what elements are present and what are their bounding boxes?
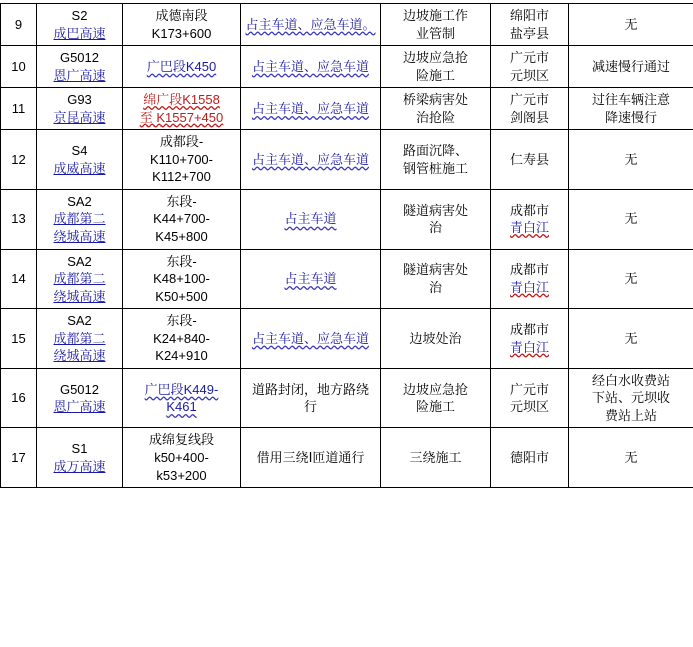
table-row xyxy=(1,130,693,190)
row-road xyxy=(37,309,123,369)
row-type: 桥梁病害处 治抢险 xyxy=(381,88,491,130)
road-name-line1: 成都第二 xyxy=(53,271,106,287)
table-row xyxy=(1,189,693,249)
plan-text: 占主车道、应急车道 xyxy=(251,151,369,167)
row-note: 无 xyxy=(569,428,693,488)
row-road xyxy=(37,428,123,488)
row-road xyxy=(37,46,123,88)
row-road xyxy=(37,130,123,190)
row-section: 东段- K44+700- K45+800 xyxy=(123,189,241,249)
row-type: 隧道病害处 治 xyxy=(381,249,491,309)
road-name-line2: 绕城高速 xyxy=(53,348,106,364)
road-code: S1 xyxy=(71,441,88,457)
plan-text: 占主车道、应急车道 xyxy=(251,100,369,116)
row-area: 成都市 青白江 xyxy=(491,249,569,309)
row-plan xyxy=(241,309,381,369)
row-index: 16 xyxy=(1,368,37,428)
table-row xyxy=(1,428,693,488)
table-row xyxy=(1,309,693,369)
road-code: SA2 xyxy=(67,253,92,269)
plan-text: 占主车道 xyxy=(284,211,337,227)
table-row xyxy=(1,4,693,46)
row-area: 成都市 青白江 xyxy=(491,309,569,369)
row-section: 成德南段 K173+600 xyxy=(123,4,241,46)
row-area: 绵阳市 盐亭县 xyxy=(491,4,569,46)
table-row xyxy=(1,88,693,130)
row-index: 17 xyxy=(1,428,37,488)
plan-text: 占主车道、应急车道 xyxy=(251,58,369,74)
road-code: G5012 xyxy=(59,381,100,397)
road-code: G5012 xyxy=(59,50,100,66)
row-road xyxy=(37,189,123,249)
row-plan xyxy=(241,249,381,309)
road-name: 成威高速 xyxy=(53,160,106,176)
row-area: 广元市 元坝区 xyxy=(491,368,569,428)
row-type: 隧道病害处 治 xyxy=(381,189,491,249)
row-index: 11 xyxy=(1,88,37,130)
row-type: 路面沉降、 钢管桩施工 xyxy=(381,130,491,190)
road-code: SA2 xyxy=(67,193,92,209)
row-type: 边坡处治 xyxy=(381,309,491,369)
row-section: 东段- K48+100- K50+500 xyxy=(123,249,241,309)
row-road xyxy=(37,88,123,130)
road-code: S4 xyxy=(71,143,88,159)
plan-text: 占主车道 xyxy=(284,271,337,287)
area-highlight: 青白江 xyxy=(509,339,549,355)
row-index: 10 xyxy=(1,46,37,88)
road-name: 成巴高速 xyxy=(53,25,106,41)
row-type: 三绕施工 xyxy=(381,428,491,488)
plan-text: 占主车道、应急车道 xyxy=(251,330,369,346)
plan-text: 借用三绕Ⅰ匝道通行 xyxy=(256,450,365,466)
row-index: 12 xyxy=(1,130,37,190)
row-plan xyxy=(241,46,381,88)
road-code: G93 xyxy=(67,92,92,108)
row-plan xyxy=(241,428,381,488)
row-area: 广元市 元坝区 xyxy=(491,46,569,88)
road-name: 京昆高速 xyxy=(53,109,106,125)
row-note: 过往车辆注意 降速慢行 xyxy=(569,88,693,130)
road-name: 恩广高速 xyxy=(53,399,106,415)
table-row xyxy=(1,46,693,88)
table-row xyxy=(1,368,693,428)
row-plan xyxy=(241,189,381,249)
plan-text-line2: 行 xyxy=(303,399,317,415)
row-index: 15 xyxy=(1,309,37,369)
row-index: 13 xyxy=(1,189,37,249)
row-section: 成绵复线段 k50+400- k53+200 xyxy=(123,428,241,488)
row-index: 9 xyxy=(1,4,37,46)
row-note: 无 xyxy=(569,130,693,190)
row-road xyxy=(37,249,123,309)
row-note: 无 xyxy=(569,189,693,249)
row-road xyxy=(37,4,123,46)
road-name-line2: 绕城高速 xyxy=(53,288,106,304)
row-note: 无 xyxy=(569,309,693,369)
road-name-line2: 绕城高速 xyxy=(53,229,106,245)
row-section: 成都段- K110+700- K112+700 xyxy=(123,130,241,190)
row-note: 减速慢行通过 xyxy=(569,46,693,88)
plan-text-line1: 道路封闭，地方路绕 xyxy=(251,381,369,397)
row-type: 边坡应急抢 险施工 xyxy=(381,46,491,88)
row-area: 成都市 青白江 xyxy=(491,189,569,249)
row-section: 广巴段K450 xyxy=(123,46,241,88)
road-name: 恩广高速 xyxy=(53,67,106,83)
row-area: 德阳市 xyxy=(491,428,569,488)
area-highlight: 青白江 xyxy=(509,279,549,295)
row-section: 东段- K24+840- K24+910 xyxy=(123,309,241,369)
row-plan xyxy=(241,130,381,190)
row-plan xyxy=(241,368,381,428)
row-area: 广元市 剑阁县 xyxy=(491,88,569,130)
road-name-line1: 成都第二 xyxy=(53,330,106,346)
table-row xyxy=(1,249,693,309)
row-index: 14 xyxy=(1,249,37,309)
row-note: 经白水收费站 下站、元坝收 费站上站 xyxy=(569,368,693,428)
row-type: 边坡应急抢 险施工 xyxy=(381,368,491,428)
plan-text: 占主车道、应急车道。 xyxy=(245,16,376,32)
row-section: 绵广段K1558 至 K1557+450 xyxy=(123,88,241,130)
road-name-line1: 成都第二 xyxy=(53,211,106,227)
road-code: S2 xyxy=(71,8,88,23)
area-highlight: 青白江 xyxy=(509,220,549,236)
row-type: 边坡施工作 业管制 xyxy=(381,4,491,46)
row-road xyxy=(37,368,123,428)
row-note: 无 xyxy=(569,249,693,309)
row-note: 无 xyxy=(569,4,693,46)
construction-plan-table xyxy=(0,3,693,488)
row-plan xyxy=(241,4,381,46)
road-name: 成万高速 xyxy=(53,458,106,474)
row-section: 广巴段K449- K461 xyxy=(123,368,241,428)
row-plan xyxy=(241,88,381,130)
row-area: 仁寿县 xyxy=(491,130,569,190)
road-code: SA2 xyxy=(67,313,92,329)
